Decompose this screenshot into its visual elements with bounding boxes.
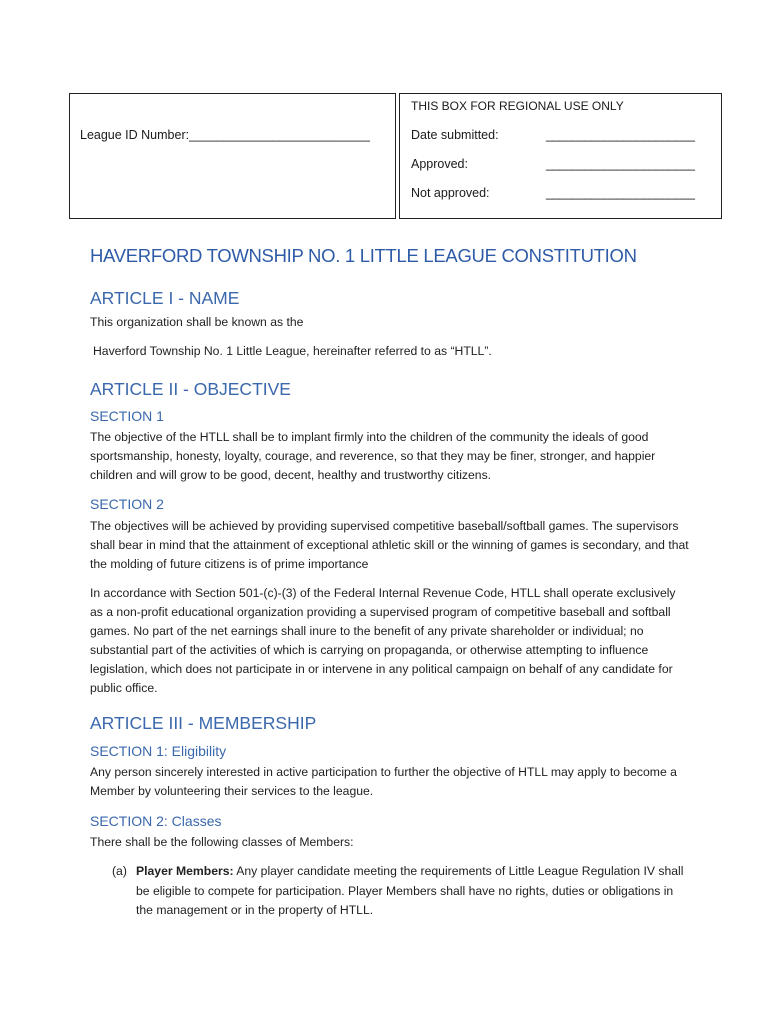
article-2-section-1-heading: SECTION 1 <box>90 408 164 424</box>
article-3-section-1-heading: SECTION 1: Eligibility <box>90 743 227 759</box>
document-title: HAVERFORD TOWNSHIP NO. 1 LITTLE LEAGUE CONSTITUTION <box>90 245 637 266</box>
list-item-text: Any player candidate meeting the requirements of Little League Regulation IV shall be eligible to compete for participation. Player Members shall have no rights, duties or obligations in the management or in the property of HTLL. <box>136 864 684 917</box>
article-1-heading: ARTICLE I - NAME <box>90 288 240 308</box>
list-item-body <box>136 862 692 921</box>
article-3-heading: ARTICLE III - MEMBERSHIP <box>90 713 317 733</box>
article-3-section-2-text: There shall be the following classes of Members: <box>90 835 354 849</box>
article-2-section-2-paragraph-2: In accordance with Section 501-(c)-(3) of the Federal Internal Revenue Code, HTLL shall operate exclusively as a non-profit educational organization providing a supervised program of competitive baseball and softball games. No part of the net earnings shall inure to the benefit of any private shareholder or individual; no substantial part of the activities of which is carrying on propaganda, or otherwise attempting to influence legislation, which does not participate in or intervene in any political campaign on behalf of any candidate for public office. <box>90 586 676 695</box>
article-1-line-1: This organization shall be known as the <box>90 315 304 329</box>
article-1-line-2: Haverford Township No. 1 Little League, hereinafter referred to as “HTLL”. <box>93 344 492 358</box>
article-2-section-1-text: The objective of the HTLL shall be to implant firmly into the children of the community the ideals of good sportsmanship, honesty, loyalty, courage, and reverence, so that they may be finer, stronger, and happier children and will grow to be good, decent, healthy and trustworthy citizens. <box>90 430 656 482</box>
not-approved-label: Not approved: <box>411 186 490 200</box>
regional-box-title: THIS BOX FOR REGIONAL USE ONLY <box>411 99 624 113</box>
league-id-field <box>80 128 370 142</box>
not-approved-blank: _______________________ <box>546 186 695 200</box>
article-3-section-2-heading: SECTION 2: Classes <box>90 813 222 829</box>
approved-blank: _______________________ <box>546 157 695 171</box>
regional-use-box <box>399 93 722 219</box>
league-id-box <box>69 93 396 219</box>
article-2-section-2-text: The objectives will be achieved by providing supervised competitive baseball/softball games. The supervisors shall bear in mind that the attainment of exceptional athletic skill or the winning of games is secondary, and that the molding of future citizens is of prime importance <box>90 519 689 571</box>
article-3-section-1-text: Any person sincerely interested in active participation to further the objective of HTLL may apply to become a Member by volunteering their services to the league. <box>90 765 677 798</box>
list-item <box>112 862 692 921</box>
date-submitted-blank: _______________________ <box>546 128 695 142</box>
article-2-heading: ARTICLE II - OBJECTIVE <box>90 379 291 399</box>
league-id-blank: __________________________ <box>189 128 370 142</box>
list-item-marker: (a) <box>112 864 127 878</box>
league-id-label: League ID Number: <box>80 128 190 142</box>
list-item-label: Player Members: <box>136 864 234 878</box>
article-2-section-2-heading: SECTION 2 <box>90 496 164 512</box>
approved-label: Approved: <box>411 157 468 171</box>
date-submitted-label: Date submitted: <box>411 128 499 142</box>
